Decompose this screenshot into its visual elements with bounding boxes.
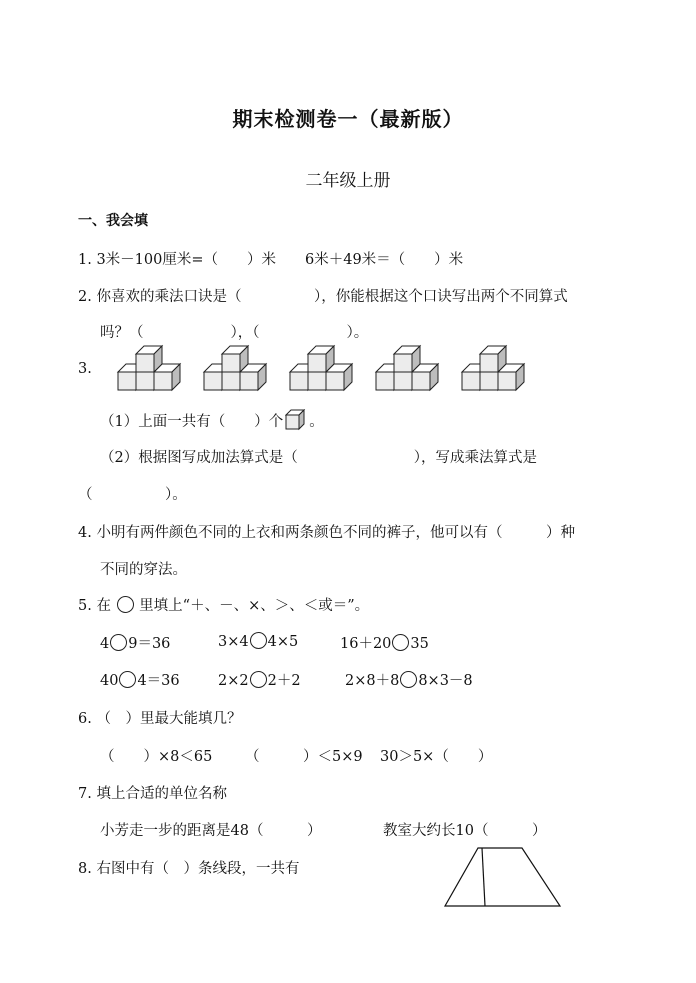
question-1: 1. 3米－100厘米=（ ）米 6米＋49米＝（ ）米 [78,252,464,268]
question-3-sub-2-line-1: （2）根据图写成加法算式是（ ），写成乘法算式是 [100,450,537,466]
expr-left: 2×8＋8 [345,673,400,689]
question-3-sub-1-end: 。 [309,414,324,430]
question-5-prompt-start: 5. 在 [78,598,111,614]
expr-left: 4 [100,636,110,652]
trapezoid-figure [440,844,565,910]
circle-blank [117,596,134,613]
cube-group-2 [204,346,266,390]
circle-blank[interactable] [250,671,267,688]
section-heading: 一、我会填 [78,213,148,229]
cube-group-4 [376,346,438,390]
question-6-item-1: （ ）×8＜65 [100,749,213,765]
page-title: 期末检测卷一（最新版） [232,107,464,131]
cube-groups-figure [112,343,532,393]
expr-right: 2＋2 [267,673,301,689]
cube-group-3 [290,346,352,390]
question-6-prompt: 6. （ ）里最大能填几？ [78,711,242,727]
circle-blank[interactable] [400,671,417,688]
question-3-sub-1 [100,409,324,431]
question-8-text: 8. 右图中有（ ）条线段，一共有 [78,861,300,877]
circle-blank[interactable] [110,634,127,651]
q5-expr-6 [345,669,473,690]
expr-left: 16＋20 [340,636,392,652]
expr-right: 4＝36 [137,673,180,689]
question-6-item-2: （ ）＜5×9 [245,749,363,765]
question-7-prompt: 7. 填上合适的单位名称 [78,786,227,802]
question-7-item-1: 小芳走一步的距离是48（ ） [100,823,322,839]
question-3-number: 3. [78,361,92,377]
circle-blank[interactable] [119,671,136,688]
question-3-sub-1-text: （1）上面一共有（ ）个 [100,414,284,430]
cube-icon [285,409,307,431]
question-7-item-2: 教室大约长10（ ） [383,823,547,839]
question-5-prompt-end: 里填上“＋、－、×、＞、＜或＝”。 [139,598,370,614]
q5-expr-2 [218,632,298,650]
question-3-sub-2-line-2: （ ）。 [78,487,187,503]
expr-right: 9＝36 [128,636,171,652]
circle-blank[interactable] [392,634,409,651]
question-4-line-1: 4. 小明有两件颜色不同的上衣和两条颜色不同的裤子，他可以有（ ）种 [78,525,575,541]
q5-expr-3 [340,632,429,653]
expr-left: 3×4 [218,634,249,650]
question-2-line-1: 2. 你喜欢的乘法口诀是（ ），你能根据这个口诀写出两个不同算式 [78,289,568,305]
question-5-prompt [78,594,369,615]
q5-expr-5 [218,669,301,690]
cube-group-1 [118,346,180,390]
expr-left: 40 [100,673,119,689]
question-4-line-2: 不同的穿法。 [100,562,187,578]
question-2-line-2: 吗？（ ），（ ）。 [100,325,369,341]
expr-right: 8×3－8 [418,673,473,689]
question-6-item-3: 30＞5×（ ） [380,749,493,765]
expr-right: 35 [410,636,429,652]
page-subtitle: 二年级上册 [305,171,391,191]
expr-left: 2×2 [218,673,249,689]
q5-expr-1 [100,632,170,653]
cube-group-5 [462,346,524,390]
circle-blank[interactable] [250,632,267,649]
expr-right: 4×5 [267,634,299,650]
q5-expr-4 [100,669,180,690]
